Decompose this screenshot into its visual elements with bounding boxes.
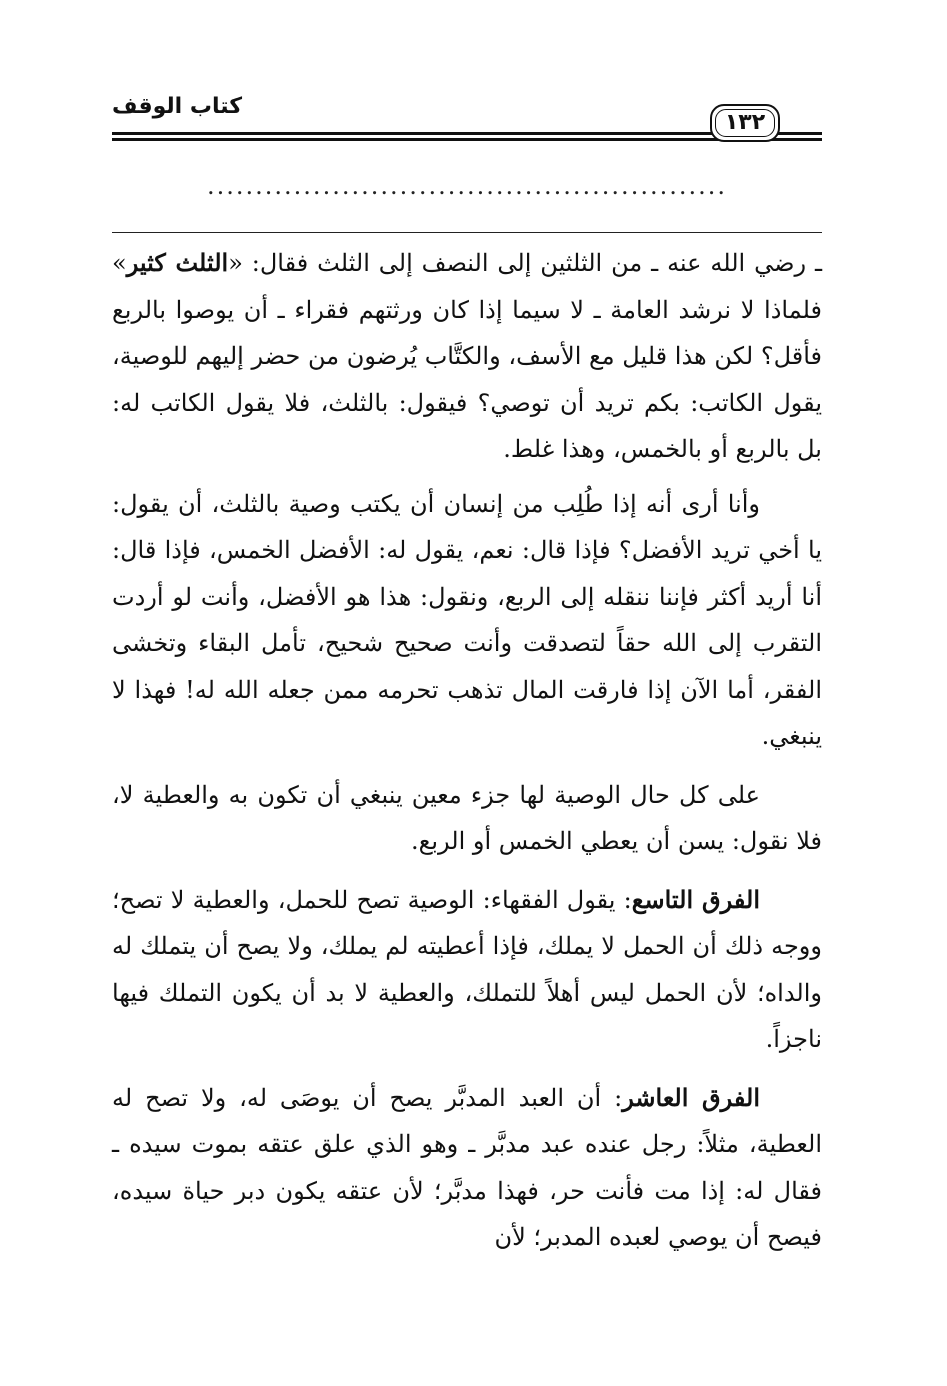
paragraph-1-post: » فلماذا لا نرشد العامة ـ لا سيما إذا كان ورثتهم فقراء ـ أن يوصوا بالربع فأقل؟ لكن هذا قليل مع الأسف، والكتَّاب يُرضون من حضر إليهم للوصية، يقول الكاتب: بكم تريد أن توصي؟ فيقول: بالثلث، فلا يقول الكاتب له: بل بالربع أو بالخمس، وهذا غلط. — [112, 249, 822, 463]
paragraph-4 — [112, 877, 822, 1063]
paragraph-3: على كل حال الوصية لها جزء معين ينبغي أن تكون به والعطية لا، فلا نقول: يسن أن يعطي الخمس أو الربع. — [112, 780, 822, 855]
separator-rule — [112, 232, 822, 233]
page-number: ١٣٢ — [710, 104, 780, 142]
paragraph-4-heading: الفرق التاسع — [631, 884, 760, 914]
page-header — [112, 92, 822, 152]
paragraph-1-pre: ـ رضي الله عنه ـ من الثلثين إلى النصف إلى الثلث فقال: « — [228, 249, 822, 277]
paragraph-1 — [112, 240, 822, 473]
paragraph-5-text: : أن العبد المدبَّر يصح أن يوصَى له، ولا تصح له العطية، مثلاً: رجل عنده عبد مدبَّر ـ وهو الذي علق عتقه بموت سيده ـ فقال له: إذا مت فأنت حر، فهذا مدبَّر؛ لأن عتقه يكون دبر حياة سيده، فيصح أن يوصي لعبده المدبر؛ لأن — [112, 1083, 822, 1251]
paragraph-1-bold-quote: الثلث كثير — [126, 248, 229, 277]
paragraph-4-text: : يقول الفقهاء: الوصية تصح للحمل، والعطية لا تصح؛ ووجه ذلك أن الحمل لا يملك، فإذا أعطيته لم يملك، ولا يصح أن يتملك له والداه؛ لأن الحمل ليس أهلاً للتملك، والعطية لا بد أن يكون التملك فيها ناجزاً. — [112, 885, 822, 1053]
body-text — [112, 240, 822, 1273]
paragraph-5 — [112, 1075, 822, 1261]
footnote-dots: ...................................................... — [207, 172, 727, 200]
paragraph-5-heading: الفرق العاشر — [622, 1082, 761, 1112]
paragraph-2: وأنا أرى أنه إذا طُلِب من إنسان أن يكتب وصية بالثلث، أن يقول: يا أخي تريد الأفضل؟ فإذا قال: نعم، يقول له: الأفضل الخمس، فإذا قال: أنا أريد أكثر فإننا ننقله إلى الربع، ونقول: هذا هو الأفضل، وأنت لو أردت التقرب إلى الله حقاً لتصدقت وأنت صحيح شحيح، تأمل البقاء وتخشى الفقر، أما الآن إذا فارقت المال تذهب تحرمه ممن جعله الله له! فهذا لا ينبغي. — [112, 489, 822, 750]
book-title: كتاب الوقف — [112, 94, 243, 119]
